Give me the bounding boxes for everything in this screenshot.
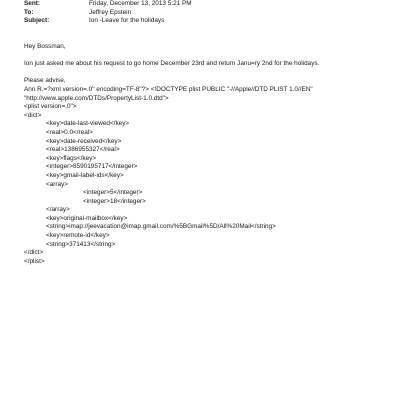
- plist-line: </dict>: [24, 249, 44, 257]
- plist-line: <integer>18</integer>: [83, 197, 146, 205]
- plist-line: <key>remote-id</key>: [46, 232, 110, 240]
- plist-line: <key>flags</key>: [46, 154, 97, 162]
- plist-line: <key>original-mailbox</key>: [46, 214, 128, 222]
- plist-line: Ann R.=?xml version=.0" encoding=TF-8"?> <!DOCTYPE plist PUBLIC "-//Apple//DTD PLIST 1.0//EN": [24, 85, 313, 93]
- to-label: To:: [24, 8, 34, 16]
- sent-row: [24, 0, 384, 9]
- subject-row: [24, 17, 384, 26]
- sent-label: Sent:: [24, 0, 40, 7]
- email-header: [24, 0, 384, 26]
- subject-value: Ion -Leave for the holidays: [89, 17, 165, 25]
- plist-line: "http://www.apple.com/DTDs/PropertyList-1.0.dtd">: [24, 94, 169, 102]
- plist-line: </plist>: [24, 257, 45, 265]
- plist-line: <integer>8590195717</integer>: [46, 163, 138, 171]
- greeting: Hey Bossman,: [24, 43, 66, 50]
- plist-line: <real>0.0</real>: [46, 128, 93, 136]
- plist-line: <string>imap://jeevacation@imap.gmail.com/%5BGmail%5D/All%20Mail</string>: [46, 223, 276, 231]
- plist-line: <real>1386955327</real>: [46, 146, 120, 154]
- plist-line: <plist version=.0">: [24, 103, 77, 111]
- plist-line: <array>: [46, 180, 69, 188]
- sent-value: Friday, December 13, 2013 5:21 PM: [89, 0, 192, 7]
- plist-line: <string>371413</string>: [46, 240, 116, 248]
- plist-line: <integer>5</integer>: [83, 189, 143, 197]
- plist-line: <dict>: [24, 111, 42, 119]
- plist-line: <key>gmail-label-ids</key>: [46, 171, 124, 179]
- advise-text: Please advise,: [24, 77, 66, 85]
- subject-label: Subject:: [24, 17, 50, 25]
- message-text: Ion just asked me about his request to go home December 23rd and return Janu=ry 2nd for the holidays.: [24, 60, 320, 68]
- plist-line: <key>date-last-viewed</key>: [46, 120, 130, 128]
- plist-line: </array>: [46, 206, 70, 214]
- plist-line: <key>date-received</key>: [46, 137, 122, 145]
- email-body: [24, 43, 384, 266]
- to-row: [24, 9, 384, 18]
- to-value: Jeffrey Epstein: [89, 8, 132, 16]
